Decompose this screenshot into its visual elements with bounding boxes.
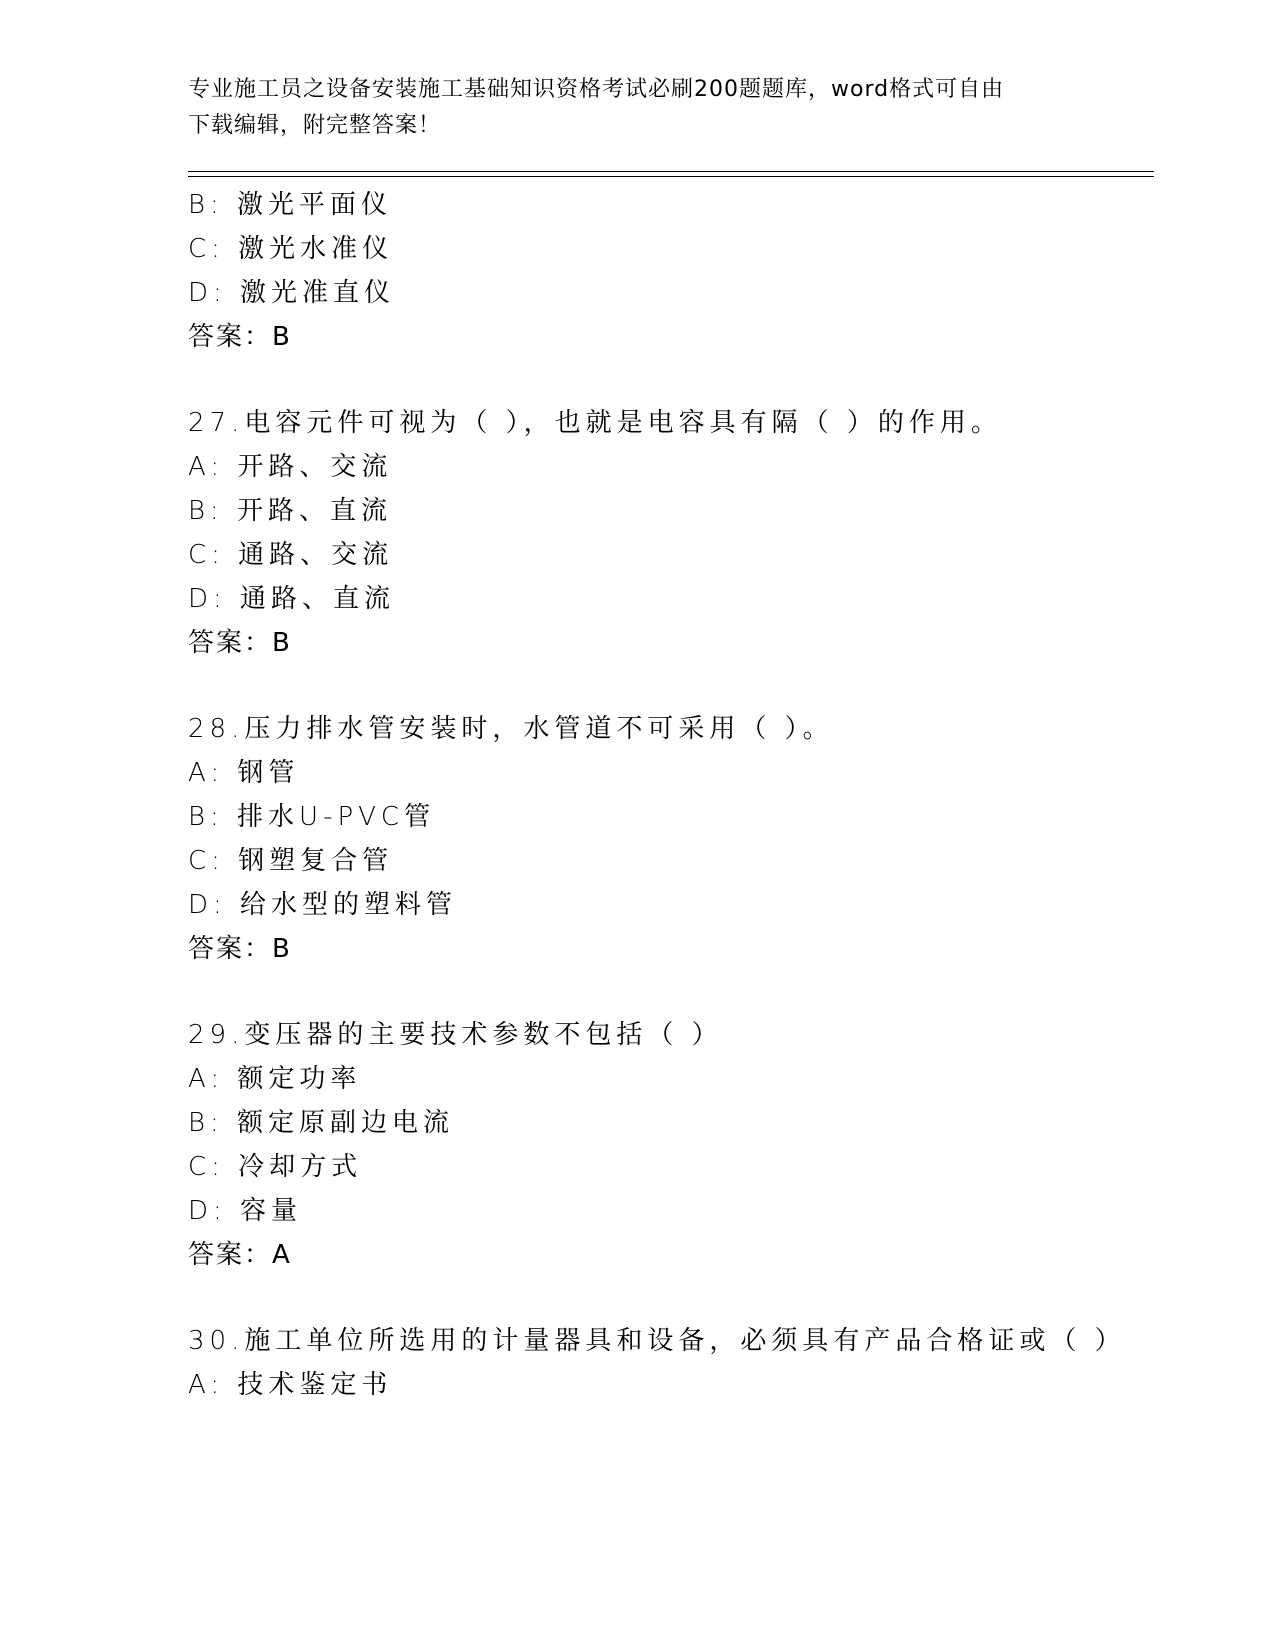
option-b: B: 额定原副边电流 <box>188 1108 455 1138</box>
header-line-1: 专业施工员之设备安装施工基础知识资格考试必刷200题题库，word格式可自由 <box>188 77 1005 102</box>
answer: 答案：B <box>188 934 292 964</box>
question-29: 29.变压器的主要技术参数不包括（ ） <box>188 1020 723 1050</box>
option-a: A: 开路、交流 <box>188 452 393 482</box>
option-d: D: 激光准直仪 <box>188 278 396 308</box>
option-d: D: 容量 <box>188 1196 303 1226</box>
option-c: C: 冷却方式 <box>188 1152 363 1182</box>
header-line-2: 下载编辑，附完整答案！ <box>188 113 442 138</box>
document-header <box>188 72 1088 144</box>
header-divider-bottom <box>188 176 1154 177</box>
option-a: A: 技术鉴定书 <box>188 1370 393 1400</box>
question-28: 28.压力排水管安装时，水管道不可采用（ ）。 <box>188 714 834 744</box>
answer: 答案：B <box>188 628 292 658</box>
option-d: D: 通路、直流 <box>188 584 396 614</box>
option-c: C: 激光水准仪 <box>188 234 394 264</box>
option-c: C: 钢塑复合管 <box>188 846 394 876</box>
answer: 答案：A <box>188 1240 292 1270</box>
option-b: B: 排水U-PVC管 <box>188 802 436 832</box>
option-c: C: 通路、交流 <box>188 540 394 570</box>
question-27: 27.电容元件可视为（ ），也就是电容具有隔（ ）的作用。 <box>188 408 1002 438</box>
option-a: A: 钢管 <box>188 758 300 788</box>
question-30: 30.施工单位所选用的计量器具和设备，必须具有产品合格证或（ ） <box>188 1326 1126 1356</box>
option-d: D: 给水型的塑料管 <box>188 890 458 920</box>
answer: 答案：B <box>188 322 292 352</box>
option-a: A: 额定功率 <box>188 1064 362 1094</box>
header-divider-top <box>188 171 1154 172</box>
option-b: B: 开路、直流 <box>188 496 393 526</box>
option-b: B: 激光平面仪 <box>188 190 393 220</box>
